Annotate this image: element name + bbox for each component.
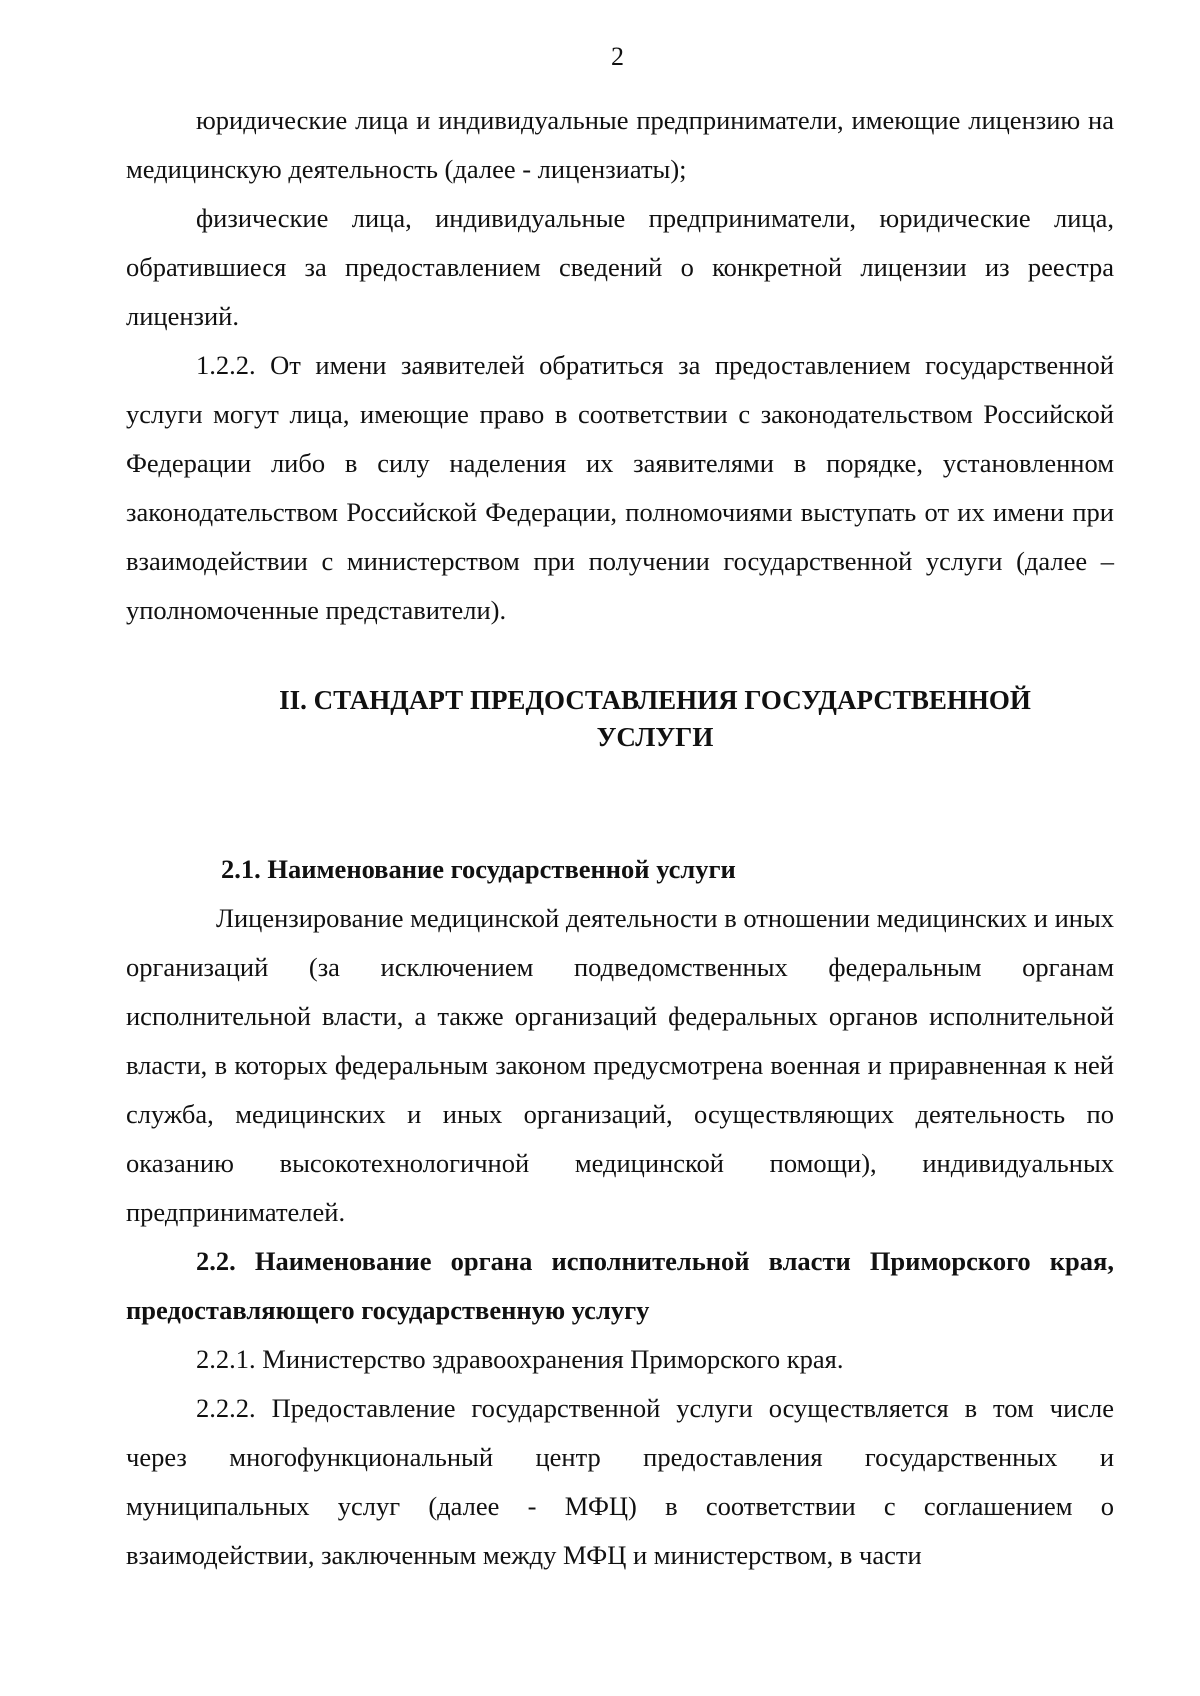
heading-2-2: 2.2. Наименование органа исполнительной власти Приморского края, предоставляющего государственную услугу [126,1246,1114,1325]
paragraph-2-2-1: 2.2.1. Министерство здравоохранения Приморского края. [196,1344,844,1374]
paragraph-1-2-2: 1.2.2. От имени заявителей обратиться за предоставлением государственной услуги могут лица, имеющие право в соответствии с законодательством Российской Федерации либо в силу наделения их заявителями в порядке, установленном законодательством Российской Федерации, полномочиями выступать от их имени при взаимодействии с министерством при получении государственной услуги (далее – уполномоченные представители). [126,350,1114,625]
heading-2-1: 2.1. Наименование государственной услуги [221,854,736,884]
paragraph-licensees: юридические лица и индивидуальные предприниматели, имеющие лицензию на медицинскую деятельность (далее - лицензиаты); [126,105,1114,184]
paragraph-individuals: физические лица, индивидуальные предприниматели, юридические лица, обратившиеся за предоставлением сведений о конкретной лицензии из реестра лицензий. [126,203,1114,331]
document-body [126,96,1114,1580]
paragraph-2-2-2: 2.2.2. Предоставление государственной услуги осуществляется в том числе через многофункциональный центр предоставления государственных и муниципальных услуг (далее - МФЦ) в соответствии с соглашением о взаимодействии, заключенным между МФЦ и министерством, в части [126,1393,1114,1570]
paragraph-2-1: Лицензирование медицинской деятельности в отношении медицинских и иных организаций (за исключением подведомственных федеральным органам исполнительной власти, а также организаций федеральных органов исполнительной власти, в которых федеральным законом предусмотрена военная и приравненная к ней служба, медицинских и иных организаций, осуществляющих деятельность по оказанию высокотехнологичной медицинской помощи), индивидуальных предпринимателей. [126,903,1114,1227]
section-title [126,682,1114,756]
section-title-line-1: II. СТАНДАРТ ПРЕДОСТАВЛЕНИЯ ГОСУДАРСТВЕННОЙ [279,685,1031,715]
section-title-line-2: УСЛУГИ [596,722,714,752]
page-number: 2 [611,42,624,71]
